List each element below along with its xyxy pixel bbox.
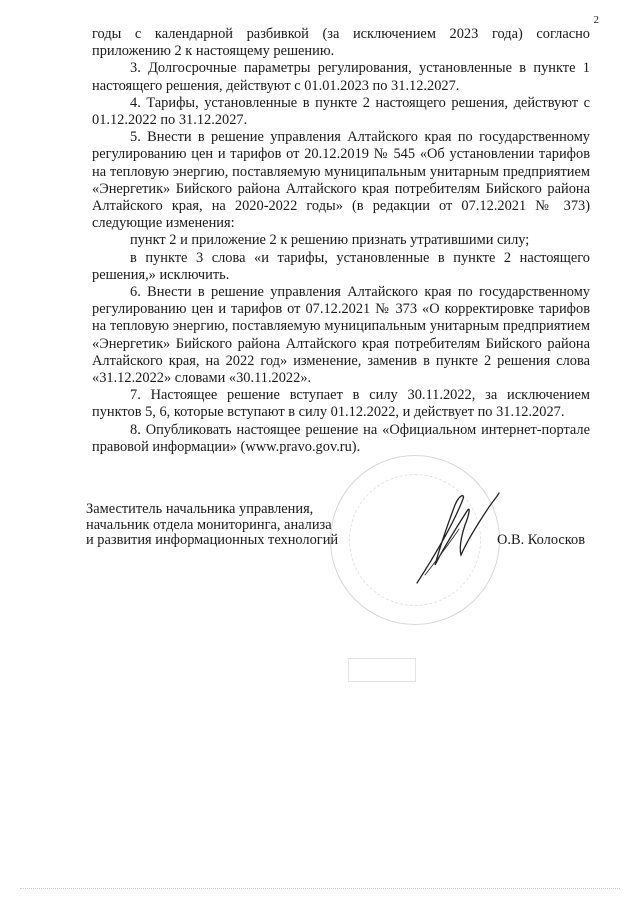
stamp-mark-icon bbox=[348, 658, 416, 682]
page-number: 2 bbox=[593, 14, 599, 26]
signatory-position-line: и развития информационных технологий bbox=[86, 532, 339, 548]
paragraph-8: 8. Опубликовать настоящее решение на «Официальном интернет-портале правовой информации» (www.pravo.gov.ru). bbox=[92, 421, 590, 455]
paragraph-continuation: годы с календарной разбивкой (за исключением 2023 года) согласно приложению 2 к настоящему решению. bbox=[92, 26, 590, 60]
paragraph-5: 5. Внести в решение управления Алтайского края по государственному регулированию цен и тарифов от 20.12.2019 № 545 «Об установлении тарифов на тепловую энергию, поставляемую муниципальным унитарным предприятием «Энергетик» Бийского района Алтайского края потребителям Бийского района Алтайского края, на 2020-2022 годы» (в редакции от 07.12.2021 № 373) следующие изменения: bbox=[92, 129, 590, 232]
signatory-position-line: начальник отдела мониторинга, анализа bbox=[86, 516, 332, 533]
handwritten-signature-icon bbox=[405, 485, 505, 595]
signatory-position-line: Заместитель начальника управления, bbox=[86, 501, 314, 517]
paragraph-4: 4. Тарифы, установленные в пункте 2 настоящего решения, действуют с 01.12.2022 по 31.12.2027. bbox=[92, 94, 590, 129]
paragraph-7: 7. Настоящее решение вступает в силу 30.11.2022, за исключением пунктов 5, 6, которые вступают в силу 01.12.2022, и действует по 31.12.2027. bbox=[92, 387, 590, 421]
page-bottom-divider bbox=[20, 888, 620, 889]
paragraph-6: 6. Внести в решение управления Алтайского края по государственному регулированию цен и тарифов от 07.12.2021 № 373 «О корректировке тарифов на тепловую энергию, поставляемую муниципальным унитарным предприятием «Энергетик» Бийского района Алтайского края потребителям Бийского района Алтайского края, на 2022 год» изменение, заменив в пункте 2 решения слова «31.12.2022» словами «30.11.2022». bbox=[92, 284, 590, 387]
signatory-position bbox=[86, 502, 338, 549]
paragraph-5-item-1: пункт 2 и приложение 2 к решению признать утратившими силу; bbox=[130, 232, 530, 249]
document-body bbox=[92, 26, 590, 456]
paragraph-5-item-2: в пункте 3 слова «и тарифы, установленные в пункте 2 настоящего решения,» исключить. bbox=[92, 249, 590, 283]
signatory-name: О.В. Колосков bbox=[497, 532, 586, 548]
paragraph-3: 3. Долгосрочные параметры регулирования, установленные в пункте 1 настоящего решения, действуют с 01.01.2023 по 31.12.2027. bbox=[92, 60, 590, 94]
